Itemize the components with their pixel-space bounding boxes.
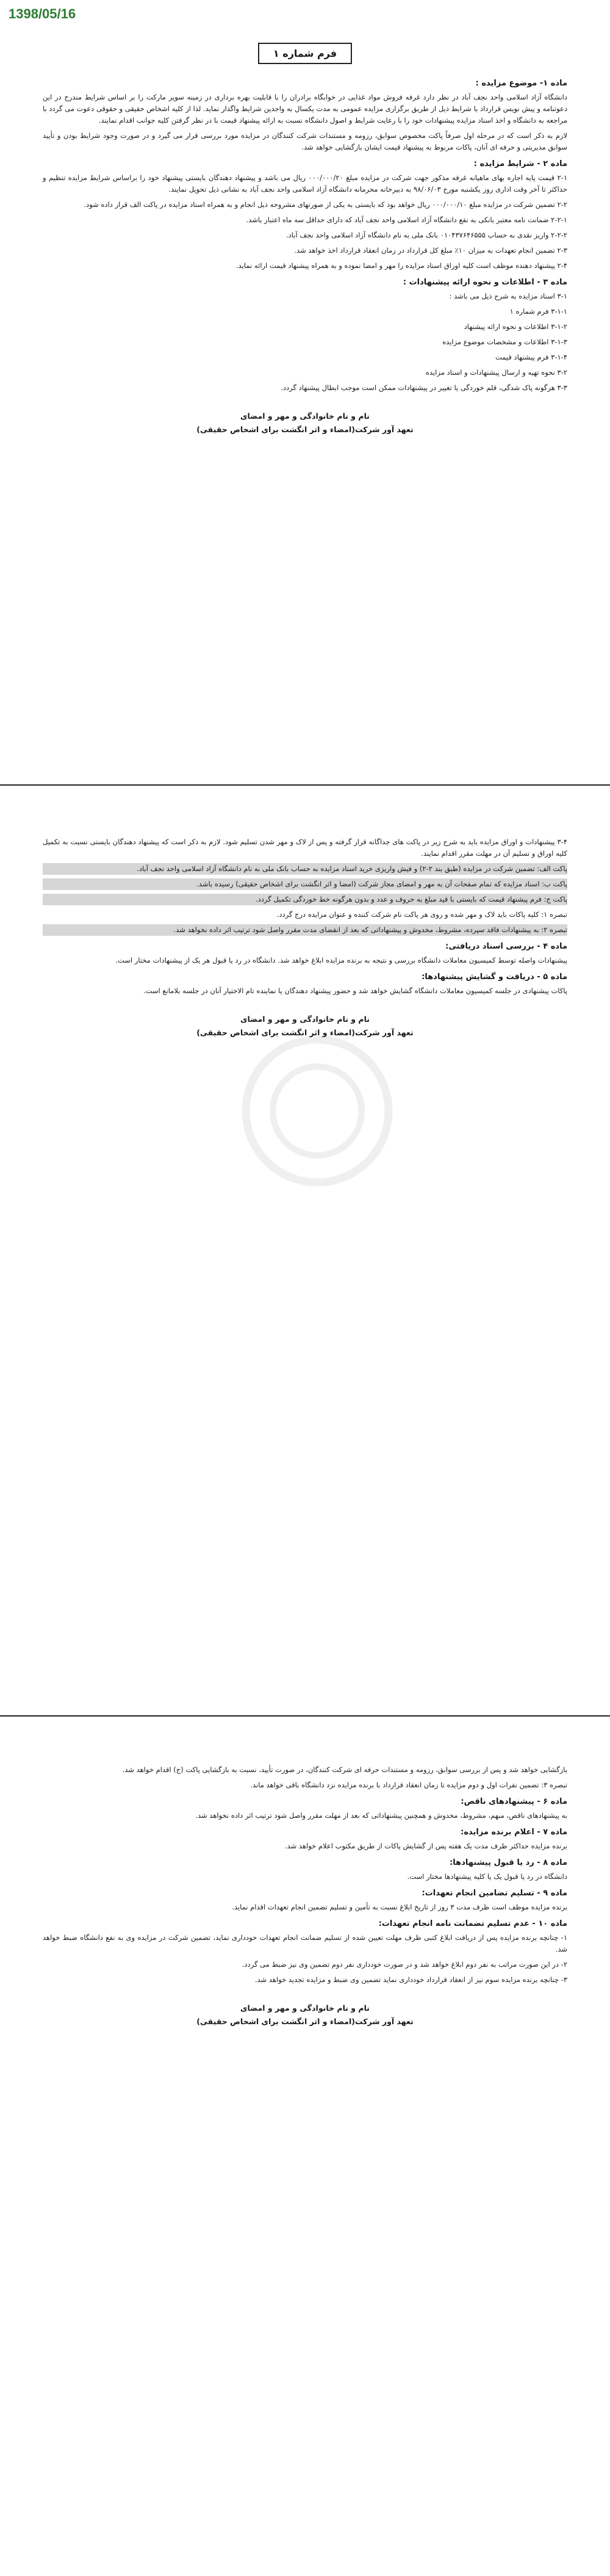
section-10-item: ۲- در این صورت مراتب به نفر دوم ابلاغ خواهد شد و در صورت خودداری نفر دوم تضمین وی نیز ضبط می گردد. xyxy=(242,1960,567,1969)
section-3-item: ۳-۱ اسناد مزایده به شرح ذیل می باشد : xyxy=(449,292,567,300)
section-6-paragraph: به پیشنهادهای ناقص، مبهم، مشروط، مخدوش و همچنین پیشنهاداتی که بعد از مهلت مقرر واصل شود ترتیب اثر داده نخواهد شد. xyxy=(195,1811,567,1820)
section-4-title: ماده ۴ - بررسی اسناد دریافتی: xyxy=(445,942,567,951)
section-1-title: ماده ۱- موضوع مزایده : xyxy=(475,79,567,88)
packet-c-text: پاکت ج: فرم پیشنهاد قیمت که بایستی با قید مبلغ به حروف و عدد و بدون هرگونه خط خوردگی تکمیل گردد. xyxy=(43,894,567,905)
packet-a-text: پاکت الف: تضمین شرکت در مزایده (طبق بند ۲-۲) و فیش واریزی خرید اسناد مزایده به حساب بانک ملی به نام دانشگاه آزاد اسلامی واحد نجف آباد. xyxy=(43,863,567,875)
document-page-3 xyxy=(43,1740,567,2558)
section-4-paragraph: پیشنهادات واصله توسط کمیسیون معاملات دانشگاه بررسی و نتیجه به برنده مزایده ابلاغ خواهد شد. دانشگاه در رد یا قبول هر یک از پیشنهادات مختار است. xyxy=(115,956,567,964)
page-separator xyxy=(0,1715,610,1717)
page-2-note-2: تبصره ۲: به پیشنهادات فاقد سپرده، مشروط، مخدوش و پیشنهاداتی که بعد از انقضای مدت مقرر واصل شود ترتیب اثر داده نخواهد شد. xyxy=(43,924,567,936)
section-10-title: ماده ۱۰ - عدم تسلیم تضمانت نامه انجام تعهدات: xyxy=(378,1919,567,1928)
signature-line-1: نام و نام خانوادگی و مهر و امضای xyxy=(240,1015,370,1024)
page-2-note-1: تبصره ۱: کلیه پاکات باید لاک و مهر شده و روی هر پاکت نام شرکت کننده و عنوان مزایده درج گردد. xyxy=(276,910,567,919)
signature-line-2: تعهد آور شرکت(امضاء و اثر انگشت برای اشخاص حقیقی) xyxy=(196,1028,414,1037)
section-6-title: ماده ۶ - پیشنهادهای ناقص: xyxy=(461,1797,567,1806)
signature-footer xyxy=(43,2002,567,2028)
date-stamp: 1398/05/16 xyxy=(9,6,76,21)
signature-line-1: نام و نام خانوادگی و مهر و امضای xyxy=(240,2003,370,2013)
section-2-title: ماده ۲ - شرایط مزایده : xyxy=(473,159,567,168)
section-5-title: ماده ۵ - دریافت و گشایش پیشنهادها: xyxy=(422,972,567,982)
university-logo-watermark xyxy=(238,1032,396,1190)
section-10-item: ۱- چنانچه برنده مزایده پس از دریافت ابلاغ کتبی ظرف مهلت تعیین شده از تسلیم ضمانت انجام تعهدات خودداری نماید، تضمین شرکت در مزایده وی به نفع دانشگاه ضبط خواهد شد. xyxy=(43,1933,567,1953)
section-1-paragraph-1: دانشگاه آزاد اسلامی واحد نجف آباد در نظر دارد غرفه فروش مواد غذایی در خوابگاه برادران را با قابلیت بهره برداری در زمینه سوپر مارکت را بر اساس شرایط مندرج در این دعوتنامه و پیش نویس قرارداد با شرایط ذیل از طریق برگزاری مزایده عمومی به مدت یکسال به واجدین شرایط واگذار نماید. لذا از کلیه اشخاص حقیقی و حقوقی دعوت می گردد با مراجعه به دانشگاه و اخذ اسناد مزایده پیشنهادات خود را با رعایت شرایط و اصول دانشگاه نسبت به ارائه پیشنهاد قیمت با در نظر گرفتن کلیه جوانب اقدام نمایند. xyxy=(43,93,567,125)
section-1-paragraph-2: لازم به ذکر است که در مرحله اول صرفاً پاکت مخصوص سوابق، رزومه و مستندات شرکت کنندگان در مزایده مورد بررسی قرار می گیرد و در صورت وجود شرایط بودن و تأیید سوابق مدیریتی و حرفه ای آنان، پاکات مربوط به پیشنهاد قیمت ایشان بازگشایی خواهد شد. xyxy=(43,131,567,151)
page-separator xyxy=(0,784,610,786)
section-3-paragraph: ۳-۳ هرگونه پاک شدگی، قلم خوردگی یا تغییر در پیشنهادات ممکن است موجب ابطال پیشنهاد گردد. xyxy=(281,383,567,392)
section-2-item: ۲-۳ تضمین انجام تعهدات به میزان ۱۰٪ مبلغ کل قرارداد در زمان انعقاد قرارداد اخذ خواهد شد. xyxy=(294,246,567,255)
section-3-item: ۳-۲ نحوه تهیه و ارسال پیشنهادات و اسناد مزایده xyxy=(425,368,567,377)
section-2-item: ۲-۲-۱ ضمانت نامه معتبر بانکی به نفع دانشگاه آزاد اسلامی واحد نجف آباد که دارای حداقل سه ماه اعتبار باشد. xyxy=(246,215,567,224)
section-10-item: ۳- چنانچه برنده مزایده سوم نیز از انعقاد قرارداد خودداری نماید تضمین وی ضبط و مزایده تجدید خواهد شد. xyxy=(254,1975,567,1984)
document-page-1 xyxy=(43,24,567,775)
section-2-item: ۲-۴ پیشنهاد دهنده موظف است کلیه اوراق اسناد مزایده را مهر و امضا نموده و به همراه پیشنهاد قیمت ارائه نماید. xyxy=(235,261,567,270)
signature-line-2: تعهد آور شرکت(امضاء و اثر انگشت برای اشخاص حقیقی) xyxy=(196,425,414,434)
form-title: فرم شماره ۱ xyxy=(258,43,352,64)
section-3-title: ماده ۳ - اطلاعات و نحوه ارائه پیشنهادات : xyxy=(403,278,567,287)
section-5-paragraph: پاکات پیشنهادی در جلسه کمیسیون معاملات دانشگاه گشایش خواهد شد و حضور پیشنهاد دهندگان یا نماینده تام الاختیار آنان در جلسه بلامانع است. xyxy=(143,986,567,995)
section-8-paragraph: دانشگاه در رد یا قبول یک یا کلیه پیشنهادها مختار است. xyxy=(407,1872,567,1881)
section-3-item: ۳-۱-۱ فرم شماره ۱ xyxy=(509,307,567,316)
document-page-2 xyxy=(43,812,567,1642)
page-2-paragraph-1: ۳-۴ پیشنهادات و اوراق مزایده باید به شرح زیر در پاکت های جداگانه قرار گرفته و پس از لاک و مهر شدن تسلیم شود. لازم به ذکر است که پیشنهاد دهندگان بایستی نسبت به تکمیل کلیه اوراق و تسلیم آن در مهلت مقرر اقدام نمایند. xyxy=(43,838,567,858)
section-9-paragraph: برنده مزایده موظف است ظرف مدت ۳ روز از تاریخ ابلاغ نسبت به تأمین و تسلیم تضمین انجام تعهدات اقدام نماید. xyxy=(232,1903,567,1911)
section-7-paragraph: برنده مزایده حداکثر ظرف مدت یک هفته پس از گشایش پاکات از طریق مکتوب اعلام خواهد شد. xyxy=(284,1842,567,1850)
section-2-item: ۲-۲-۲ واریز نقدی به حساب ۰۱۰۴۳۷۶۴۶۵۵۵ بانک ملی به نام دانشگاه آزاد اسلامی واحد نجف آباد. xyxy=(286,231,567,239)
section-9-title: ماده ۹ - تسلیم تضامین انجام تعهدات: xyxy=(422,1889,567,1898)
section-2-item: ۲-۱ قیمت پایه اجاره بهای ماهیانه غرفه مذکور جهت شرکت در مزایده مبلغ ۰۰۰/۰۰۰/۲۰ ریال می باشد و پیشنهاد دهندگان بایستی پیشنهاد خود را براساس شرایط مزایده تنظیم و حداکثر تا آخر وقت اداری روز یکشنبه مورخ ۹۸/۰۶/۰۳ به دبیرخانه محرمانه دانشگاه آزاد اسلامی واحد نجف آباد به نشانی ذیل تحویل نمایند. xyxy=(43,173,568,194)
section-8-title: ماده ۸ - رد یا قبول پیشنهادها: xyxy=(450,1858,567,1867)
signature-line-2: تعهد آور شرکت(امضاء و اثر انگشت برای اشخاص حقیقی) xyxy=(196,2017,414,2026)
signature-footer xyxy=(43,410,567,436)
page-3-note: تبصره ۳: تضمین نفرات اول و دوم مزایده تا زمان انعقاد قرارداد با برنده مزایده نزد دانشگاه باقی خواهد ماند. xyxy=(250,1781,567,1789)
section-2-item: ۲-۲ تضمین شرکت در مزایده مبلغ ۰۰۰/۰۰۰/۱۰ ریال خواهد بود که بایستی به یکی از صورتهای مشروحه ذیل انجام و به همراه اسناد مزایده در پاکت الف قرار داده شود. xyxy=(84,200,567,209)
page-3-paragraph-1: بازگشایی خواهد شد و پس از بررسی سوابق، رزومه و مستندات حرفه ای شرکت کنندگان، در صورت تأیید، نسبت به بازگشایی پاکت (ج) اقدام خواهد شد. xyxy=(122,1765,567,1774)
packet-b-text: پاکت ب: اسناد مزایده که تمام صفحات آن به مهر و امضای مجاز شرکت (امضا و اثر انگشت برای اشخاص حقیقی) رسیده باشد. xyxy=(43,878,567,890)
signature-line-1: نام و نام خانوادگی و مهر و امضای xyxy=(240,411,370,421)
section-7-title: ماده ۷ - اعلام برنده مزایده: xyxy=(461,1828,567,1837)
section-3-item: ۳-۱-۲ اطلاعات و نحوه ارائه پیشنهاد xyxy=(464,322,567,331)
section-3-item: ۳-۱-۴ فرم پیشنهاد قیمت xyxy=(495,353,567,361)
section-3-item: ۳-۱-۳ اطلاعات و مشخصات موضوع مزایده xyxy=(442,338,567,346)
